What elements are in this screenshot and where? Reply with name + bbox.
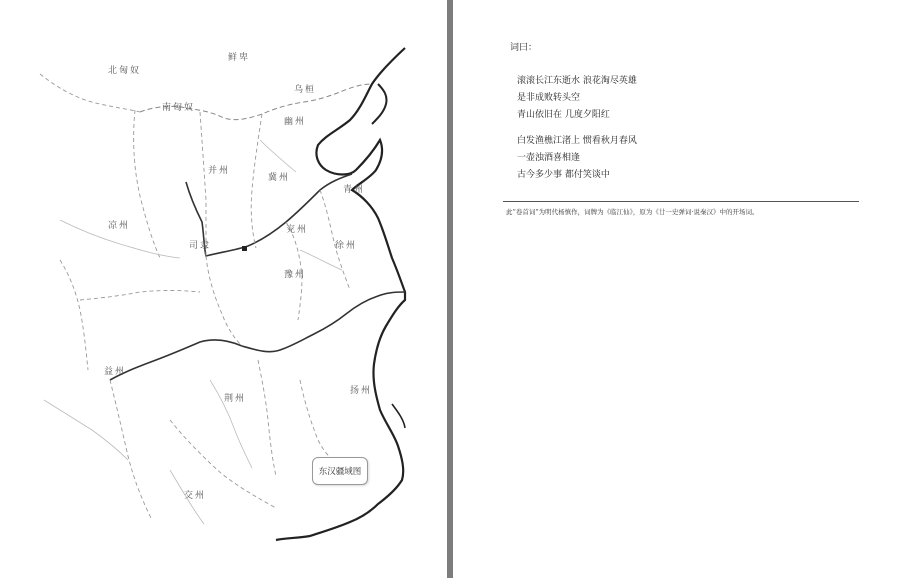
label-yanzhou: 兖州 <box>286 225 309 235</box>
label-nan-xiongnu: 南匈奴 <box>162 103 196 113</box>
map-title-badge: 东汉疆域图 <box>312 457 368 485</box>
poem-line: 青山依旧在 几度夕阳红 <box>517 110 610 120</box>
poem-line: 一壶浊酒喜相逢 <box>517 153 581 163</box>
label-yangzhou: 扬州 <box>350 386 373 396</box>
poem-line: 是非成败转头空 <box>517 93 581 103</box>
poem-line: 滚滚长江东逝水 浪花淘尽英雄 <box>517 76 637 86</box>
capital-marker <box>242 246 247 251</box>
label-jiaozhou: 交州 <box>184 491 207 501</box>
yangtze-river <box>110 292 405 380</box>
label-xianbei: 鲜卑 <box>228 53 251 63</box>
label-xuzhou: 徐州 <box>335 241 358 251</box>
left-page <box>0 0 447 578</box>
han-dynasty-map <box>0 0 447 578</box>
label-youzhou: 幽州 <box>284 117 307 127</box>
right-page <box>453 0 900 578</box>
poem-intro: 词曰： <box>510 43 538 53</box>
label-wuhuan: 乌桓 <box>294 85 317 95</box>
label-sili: 司隶 <box>189 241 212 251</box>
label-yuzhou: 豫州 <box>284 270 307 280</box>
poem-line: 古今多少事 都付笑谈中 <box>517 170 610 180</box>
footnote-divider <box>503 201 859 202</box>
label-yizhou: 益州 <box>104 367 127 377</box>
footnote: 此“卷首词”为明代杨慎作，词牌为《临江仙》，原为《廿一史弹词·说秦汉》中的开场词。 <box>506 208 759 216</box>
label-bingzhou: 并州 <box>208 166 231 176</box>
label-jingzhou: 荆州 <box>224 394 247 404</box>
label-liangzhou: 凉州 <box>108 221 131 231</box>
label-qingzhou: 青州 <box>343 185 366 195</box>
label-jizhou: 冀州 <box>268 173 291 183</box>
poem-line: 白发渔樵江渚上 惯看秋月春风 <box>517 136 637 146</box>
northern-boundary <box>140 84 372 120</box>
label-bei-xiongnu: 北匈奴 <box>108 66 142 76</box>
